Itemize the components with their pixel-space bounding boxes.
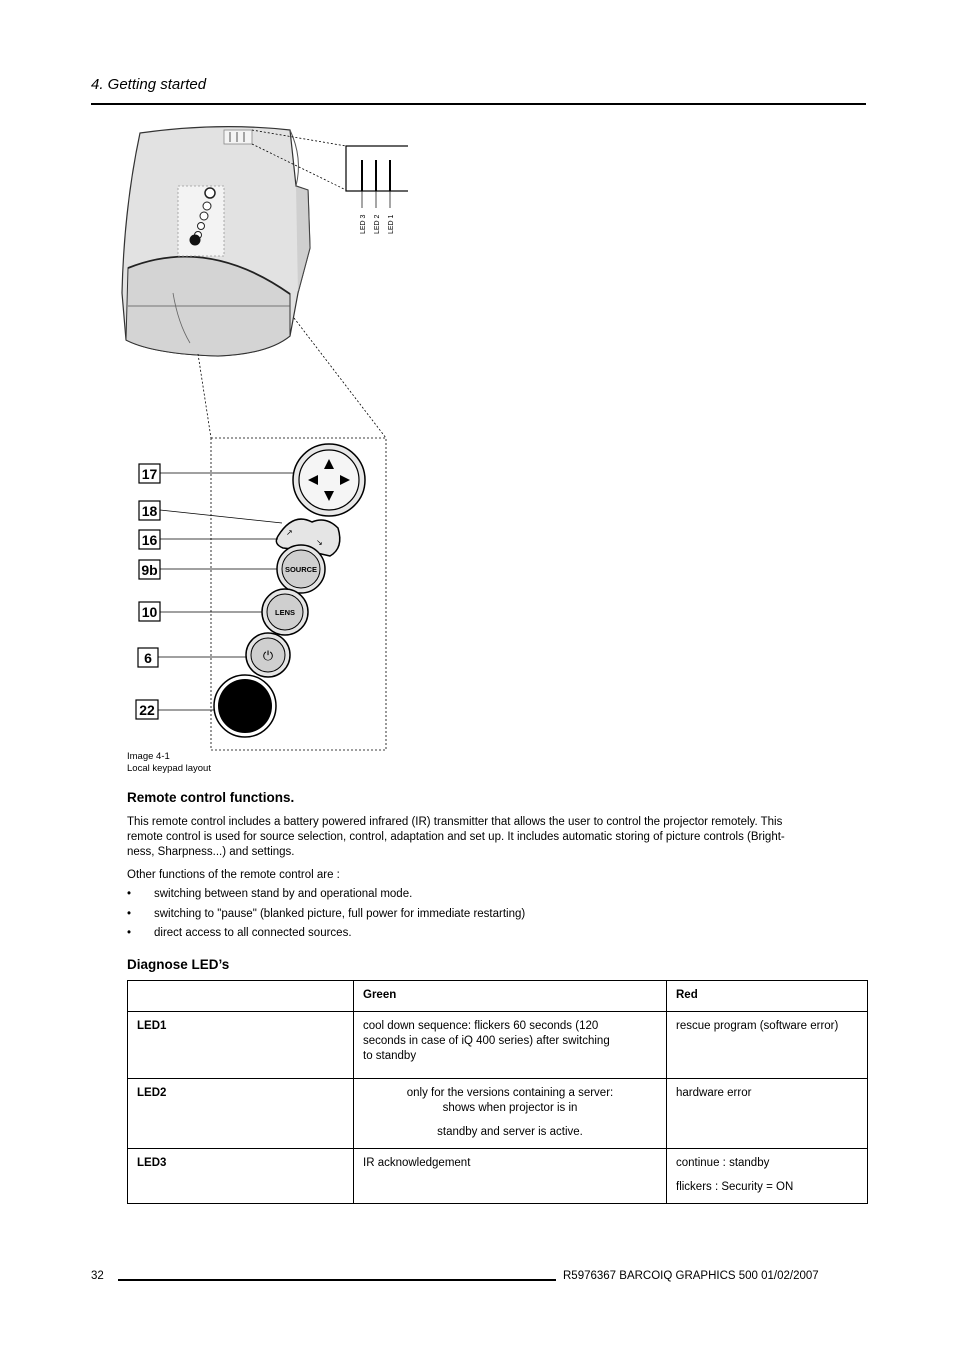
diagnose-leds-table	[127, 980, 868, 1204]
cell-line: IR acknowledgement	[363, 1157, 471, 1169]
callout-6: 6	[144, 650, 152, 666]
remote-paragraph-line: remote control is used for source selection, control, adaptation and set up. It includes automatic storing of picture controls (Bright-	[127, 831, 785, 843]
list-item	[127, 908, 867, 928]
cell-line: cool down sequence: flickers 60 seconds (120	[363, 1020, 599, 1032]
cell-line: only for the versions containing a server:	[406, 1087, 614, 1099]
remote-paragraph-line: ness, Sharpness...) and settings.	[127, 846, 295, 858]
led-detail-box	[346, 146, 408, 208]
red-cell	[667, 1149, 868, 1204]
callout-9b: 9b	[141, 562, 158, 578]
lens-button	[262, 589, 308, 635]
remote-paragraph	[127, 815, 869, 860]
exit-icon: ↘	[316, 538, 323, 547]
table-row	[128, 1012, 868, 1079]
table-header-row	[128, 981, 868, 1012]
cell-line: hardware error	[676, 1087, 752, 1099]
green-cell	[354, 1079, 667, 1149]
cell-line: shows when projector is in	[442, 1102, 578, 1114]
led-label-3: LED 3	[360, 214, 367, 234]
list-item	[127, 888, 867, 908]
other-functions-intro: Other functions of the remote control are :	[127, 869, 340, 881]
list-item	[127, 927, 867, 947]
bullet: •	[127, 907, 132, 920]
callout-18: 18	[141, 503, 158, 519]
callout-boxes	[136, 464, 160, 719]
functions-list	[127, 888, 867, 947]
cell-line: to standby	[363, 1050, 417, 1062]
footer-rule	[118, 1279, 556, 1281]
callout-17: 17	[141, 466, 158, 482]
projector-illustration	[122, 127, 310, 356]
remote-paragraph-line: This remote control includes a battery powered infrared (IR) transmitter that allows the user to control the projector remotely. This	[127, 816, 783, 828]
diagnose-leds-heading: Diagnose LED’s	[127, 957, 230, 972]
led-label-2: LED 2	[374, 214, 381, 234]
led-name-cell: LED1	[128, 1012, 354, 1079]
keypad-figure	[118, 118, 408, 753]
cell-line: continue : standby	[676, 1157, 770, 1169]
cell-line: rescue program (software error)	[676, 1020, 839, 1032]
list-item-text: switching to "pause" (blanked picture, full power for immediate restarting)	[154, 907, 526, 920]
list-item-text: direct access to all connected sources.	[154, 927, 352, 939]
table-row	[128, 1079, 868, 1149]
led-labels	[360, 214, 395, 234]
page-header-title: 4. Getting started	[91, 76, 207, 93]
callout-10: 10	[141, 604, 158, 620]
red-cell	[667, 1012, 868, 1079]
footer-doc-info: R5976367 BARCOIQ GRAPHICS 500 01/02/2007	[563, 1270, 819, 1282]
cell-line: flickers : Security = ON	[676, 1181, 794, 1193]
cell-line: seconds in case of iQ 400 series) after switching	[363, 1035, 610, 1047]
caption-number: Image 4-1	[127, 751, 170, 762]
led-name-cell: LED2	[128, 1079, 354, 1149]
ir-receiver	[214, 675, 276, 737]
source-button	[277, 545, 325, 593]
callout-22: 22	[139, 702, 155, 718]
table-header-cell: Green	[354, 981, 667, 1012]
table-header-cell	[128, 981, 354, 1012]
power-button	[246, 633, 290, 677]
table-row	[128, 1149, 868, 1204]
list-item-text: switching between stand by and operational mode.	[154, 888, 413, 900]
cell-line: standby and server is active.	[437, 1126, 583, 1138]
cursor-pad	[293, 444, 365, 516]
led-label-1: LED 1	[388, 214, 395, 234]
bullet: •	[127, 888, 132, 900]
green-cell	[354, 1012, 667, 1079]
keypad-buttons	[214, 444, 365, 737]
power-icon: ⏻	[262, 649, 274, 664]
header-rule	[91, 103, 866, 105]
caption-text: Local keypad layout	[127, 763, 211, 774]
red-cell	[667, 1079, 868, 1149]
remote-functions-heading: Remote control functions.	[127, 790, 295, 805]
led-name-cell: LED3	[128, 1149, 354, 1204]
source-button-label: SOURCE	[284, 565, 318, 574]
enter-icon: ↗	[286, 528, 293, 537]
lens-button-label: LENS	[274, 608, 296, 617]
green-cell	[354, 1149, 667, 1204]
callout-16: 16	[141, 532, 158, 548]
figure-caption	[127, 751, 211, 775]
bullet: •	[127, 927, 132, 939]
table-header-cell: Red	[667, 981, 868, 1012]
page-number: 32	[91, 1270, 104, 1282]
